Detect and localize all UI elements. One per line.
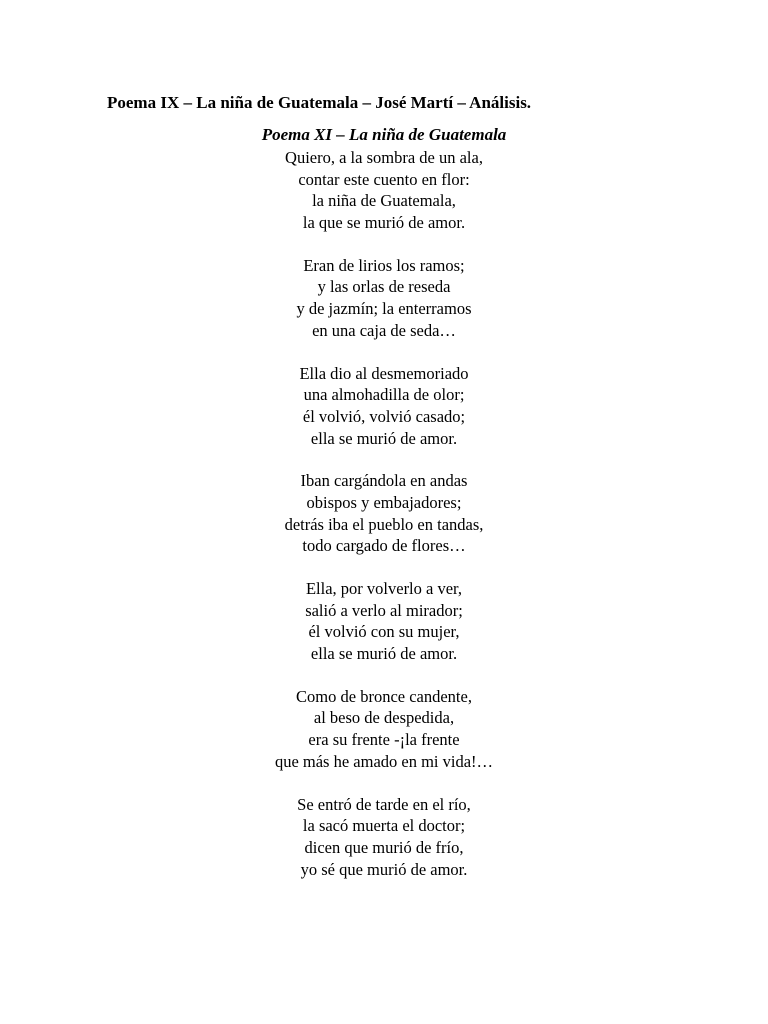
poem-line: contar este cuento en flor: xyxy=(298,169,470,189)
poem-line: una almohadilla de olor; xyxy=(303,385,465,405)
stanza-7 xyxy=(0,794,768,881)
poem-line: era su frente -¡la frente xyxy=(308,730,460,750)
poem-line: obispos y embajadores; xyxy=(306,492,462,512)
stanza-5 xyxy=(0,578,768,665)
stanza-2 xyxy=(0,255,768,342)
poem-line: detrás iba el pueblo en tandas, xyxy=(284,514,484,534)
poem-line: Ella dio al desmemoriado xyxy=(299,363,469,383)
poem-line: y de jazmín; la enterramos xyxy=(296,299,472,319)
poem-line: Quiero, a la sombra de un ala, xyxy=(285,148,483,167)
poem-line: salió a verlo al mirador; xyxy=(305,600,463,620)
poem-line: en una caja de seda… xyxy=(312,320,456,340)
stanza-6 xyxy=(0,686,768,773)
stanza-1 xyxy=(0,147,768,234)
poem-line: la sacó muerta el doctor; xyxy=(302,816,466,836)
poem-line: la niña de Guatemala, xyxy=(312,191,456,211)
poem-line: Se entró de tarde en el río, xyxy=(297,794,471,814)
document-title: Poema IX – La niña de Guatemala – José Martí – Análisis. xyxy=(107,93,532,112)
poem xyxy=(0,123,768,880)
stanza-3 xyxy=(0,363,768,450)
poem-line: Eran de lirios los ramos; xyxy=(303,255,465,275)
poem-line: la que se murió de amor. xyxy=(302,213,466,233)
poem-line: yo sé que murió de amor. xyxy=(300,859,468,879)
poem-line: al beso de despedida, xyxy=(313,708,455,728)
poem-line: Iban cargándola en andas xyxy=(300,471,468,491)
poem-line: todo cargado de flores… xyxy=(302,536,466,556)
poem-line: él volvió, volvió casado; xyxy=(302,406,466,426)
poem-line: ella se murió de amor. xyxy=(310,428,458,448)
stanza-4 xyxy=(0,470,768,557)
poem-line: Ella, por volverlo a ver, xyxy=(305,579,463,598)
poem-line: ella se murió de amor. xyxy=(310,644,458,664)
poem-line: dicen que murió de frío, xyxy=(304,837,464,857)
poem-line: y las orlas de reseda xyxy=(317,277,451,297)
poem-line: él volvió con su mujer, xyxy=(308,622,460,642)
poem-line: que más he amado en mi vida!… xyxy=(274,751,494,771)
poem-title: Poema XI – La niña de Guatemala xyxy=(261,125,507,144)
poem-line: Como de bronce candente, xyxy=(296,686,472,706)
